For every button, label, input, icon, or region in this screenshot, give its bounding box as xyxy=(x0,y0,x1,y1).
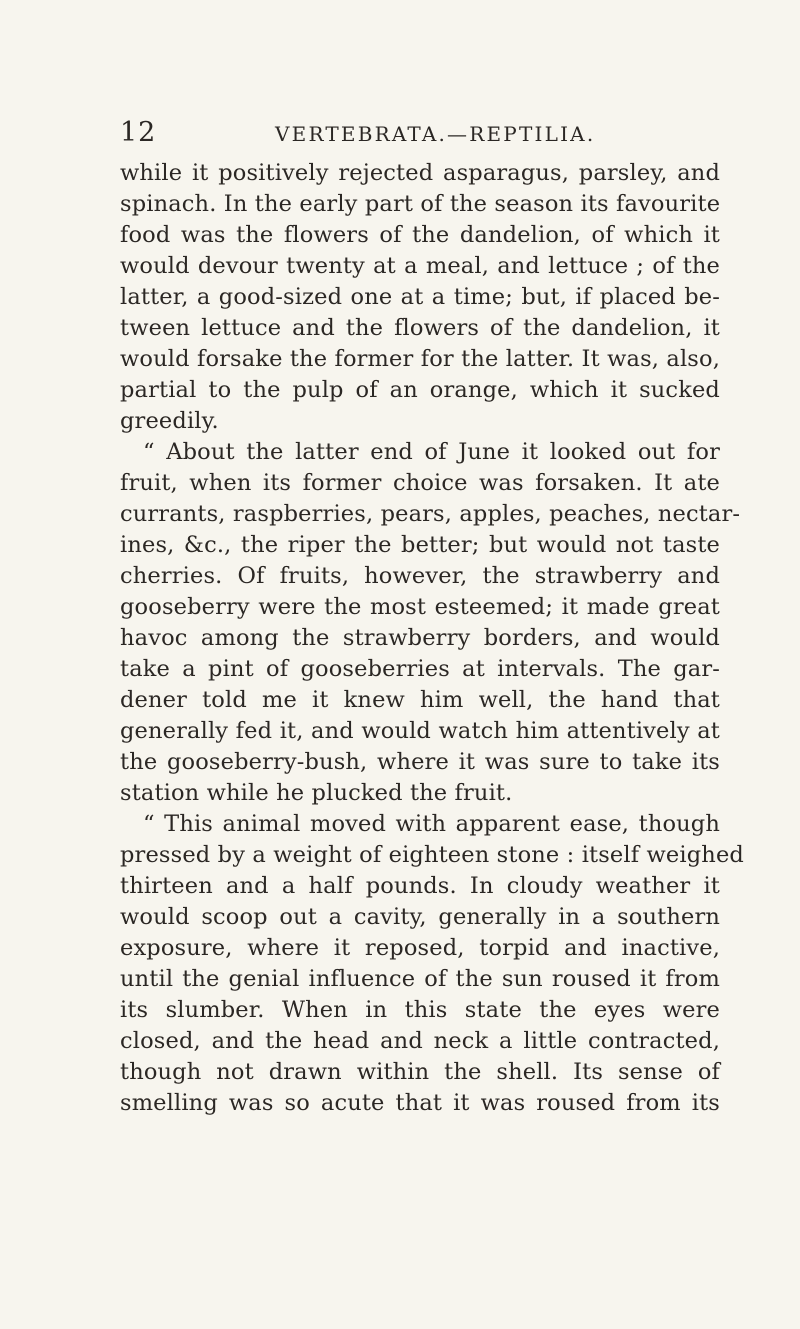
text-line: greedily. xyxy=(120,408,219,434)
text-line: latter, a good-sized one at a time; but, if placed be- xyxy=(120,284,720,310)
body-text xyxy=(120,158,744,1119)
text-line: pressed by a weight of eighteen stone : itself weighed xyxy=(120,842,744,868)
text-line: tween lettuce and the flowers of the dandelion, it xyxy=(120,315,720,341)
text-line: spinach. In the early part of the season its favourite xyxy=(120,191,721,217)
text-line: dener told me it knew him well, the hand that xyxy=(120,687,720,713)
text-line: exposure, where it reposed, torpid and inactive, xyxy=(120,935,720,961)
text-line: the gooseberry-bush, where it was sure to take its xyxy=(120,749,720,775)
text-line: take a pint of gooseberries at intervals. The gar- xyxy=(120,656,720,682)
text-line: gooseberry were the most esteemed; it made great xyxy=(120,594,720,620)
text-line: currants, raspberries, pears, apples, peaches, nectar- xyxy=(120,501,741,527)
text-line: would devour twenty at a meal, and lettuce ; of the xyxy=(120,253,720,279)
text-line: generally fed it, and would watch him attentively at xyxy=(120,718,720,744)
text-line: though not drawn within the shell. Its sense of xyxy=(120,1059,720,1085)
text-line: closed, and the head and neck a little contracted, xyxy=(120,1028,720,1054)
text-line: while it positively rejected asparagus, parsley, and xyxy=(120,160,720,186)
text-line: thirteen and a half pounds. In cloudy weather it xyxy=(120,873,720,899)
text-line: smelling was so acute that it was roused from its xyxy=(120,1090,720,1116)
running-title: VERTEBRATA.—REPTILIA. xyxy=(275,122,596,146)
text-line: until the genial influence of the sun roused it from xyxy=(120,966,720,992)
text-line: would forsake the former for the latter. It was, also, xyxy=(120,346,720,372)
running-head xyxy=(120,118,700,152)
text-line: partial to the pulp of an orange, which it sucked xyxy=(120,377,720,403)
text-line: havoc among the strawberry borders, and would xyxy=(120,625,720,651)
text-line: food was the flowers of the dandelion, of which it xyxy=(120,222,720,248)
text-line: would scoop out a cavity, generally in a southern xyxy=(120,904,720,930)
text-line: “ This animal moved with apparent ease, though xyxy=(143,811,720,837)
text-line: ines, &c., the riper the better; but would not taste xyxy=(120,532,720,558)
page-number: 12 xyxy=(120,117,157,148)
text-line: its slumber. When in this state the eyes were xyxy=(120,997,720,1023)
text-line: “ About the latter end of June it looked out for xyxy=(143,439,720,465)
text-line: cherries. Of fruits, however, the strawberry and xyxy=(120,563,720,589)
text-line: station while he plucked the fruit. xyxy=(120,780,513,806)
text-line: fruit, when its former choice was forsaken. It ate xyxy=(120,470,720,496)
